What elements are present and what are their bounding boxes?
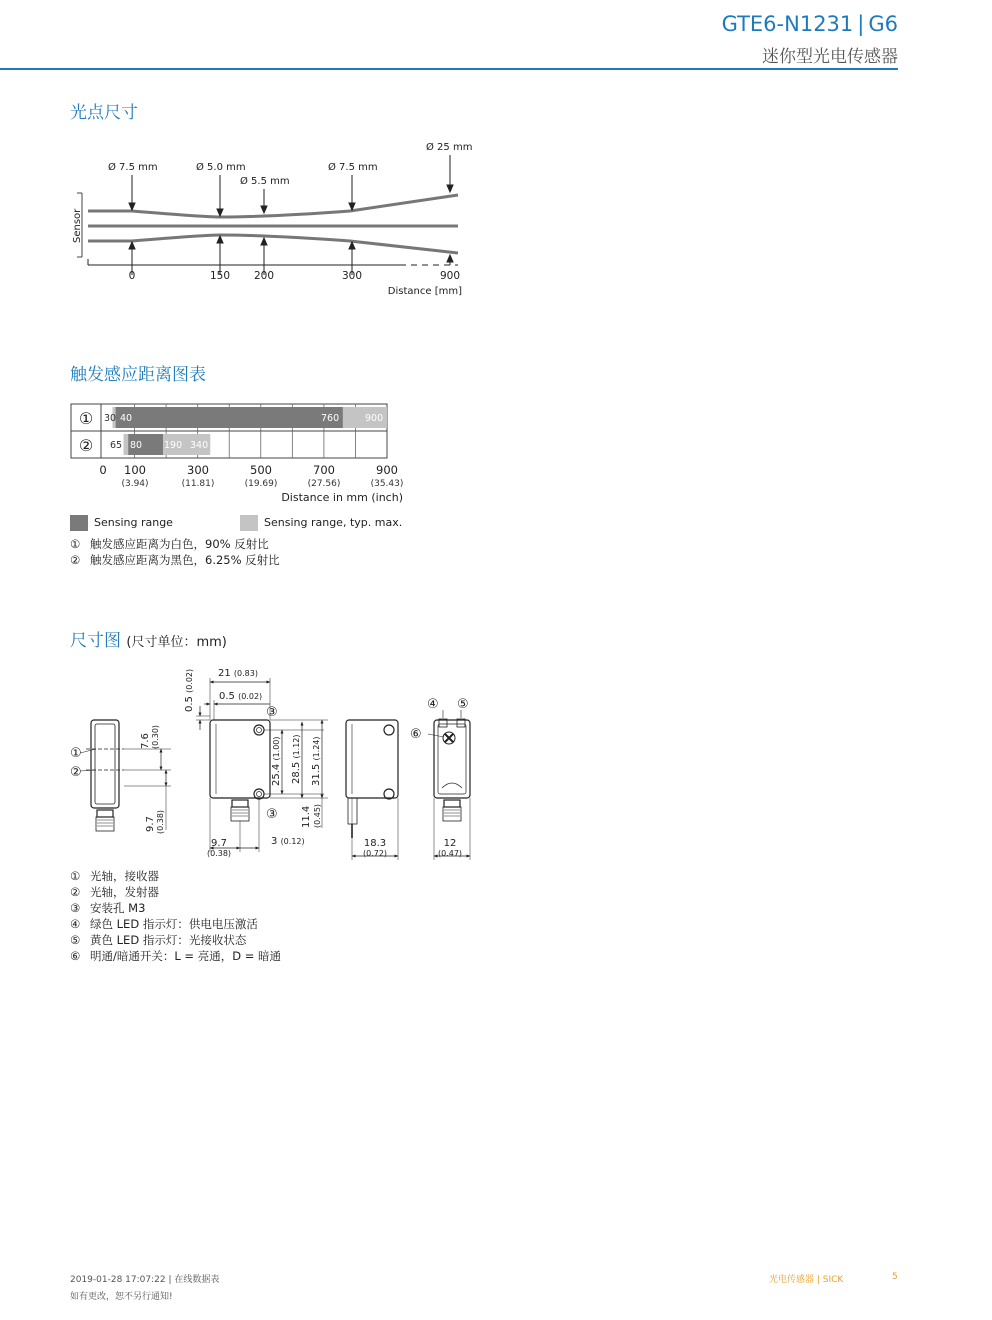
spot-size-chart	[60, 135, 480, 300]
mount-hole-top	[254, 725, 264, 735]
end-view-body	[434, 720, 470, 798]
x-tick-mm: 0	[99, 463, 107, 477]
end-view-connector-2	[443, 807, 461, 821]
x-tick-mm: 900	[376, 463, 398, 477]
tick-label: 150	[209, 270, 231, 282]
section-heading-dimensions	[70, 626, 227, 651]
diameter-label-300: Ø 7.5 mm	[328, 162, 378, 173]
dim-inch: (0.72)	[362, 849, 388, 858]
legend-label-sensing-range: Sensing range	[94, 516, 173, 529]
dim-label	[184, 669, 195, 712]
dim-value: 21	[218, 668, 231, 679]
mount-hole-bottom-inner	[257, 792, 262, 797]
x-tick-inch: (19.69)	[244, 479, 278, 489]
dim-value: 7.6	[140, 733, 151, 749]
note-text: 光轴，发射器	[90, 885, 159, 899]
title-separator: |	[857, 12, 865, 36]
bar-label: 40	[120, 413, 133, 424]
dim-inch: (1.24)	[312, 736, 321, 761]
cable-stub	[348, 798, 357, 824]
note-number: ②	[70, 553, 81, 567]
dim-label	[311, 736, 322, 786]
header-rule	[0, 68, 898, 70]
footer-disclaimer: 如有更改，恕不另行通知!	[70, 1292, 173, 1302]
dim-value: 9.7	[211, 838, 227, 849]
sensor-label: Sensor	[72, 208, 83, 243]
dim-inch: (0.02)	[238, 692, 263, 701]
diameter-label-150: Ø 5.0 mm	[196, 162, 246, 173]
dim-label	[301, 806, 312, 828]
x-tick-inch: (27.56)	[307, 479, 341, 489]
diameter-label-900: Ø 25 mm	[426, 142, 473, 153]
dimension-note-5	[70, 932, 246, 948]
connector-thread	[444, 810, 460, 816]
x-tick-inch: (35.43)	[370, 479, 404, 489]
rear-hole-top	[384, 725, 394, 735]
dim-inch: (0.45)	[313, 803, 322, 828]
marker-5: ⑤	[457, 697, 469, 712]
footer-timestamp: 2019-01-28 17:07:22 | 在线数据表	[70, 1275, 220, 1285]
legend-swatch-sensing-range	[70, 515, 88, 531]
connector-thread	[232, 810, 248, 816]
dim-value: 25.4	[271, 763, 282, 786]
dimension-drawing	[66, 660, 486, 865]
side-view-connector-2	[96, 817, 114, 831]
row-marker-2: ②	[78, 436, 94, 455]
note-text: 光轴，接收器	[90, 869, 159, 883]
row-marker-1: ①	[78, 409, 94, 428]
dim-value: 9.7	[145, 816, 156, 832]
dimensions-unit-note: (尺寸单位：mm)	[126, 635, 227, 650]
x-tick-inch: (11.81)	[181, 479, 215, 489]
dimension-note-3	[70, 900, 145, 916]
dim-inch: (0.38)	[206, 849, 232, 858]
document-subtitle: 迷你型光电传感器	[762, 47, 898, 67]
front-view-connector-1	[232, 800, 248, 807]
family-name: G6	[868, 12, 898, 36]
leader-6	[428, 734, 444, 737]
dimension-note-4	[70, 916, 258, 932]
bar-label: 340	[190, 440, 209, 451]
dim-inch: (0.47)	[437, 849, 463, 858]
note-number: ②	[70, 885, 81, 899]
end-view-notch	[442, 783, 462, 788]
note-text: 触发感应距离为白色，90% 反射比	[90, 537, 269, 551]
leader-1	[80, 749, 96, 753]
note-number: ①	[70, 537, 81, 551]
document-title	[722, 12, 898, 36]
dim-value: 28.5	[291, 761, 302, 784]
bar-label: 30	[104, 413, 117, 424]
note-number: ③	[70, 901, 81, 915]
bar-label: 80	[130, 440, 143, 451]
range-axis-label: Distance in mm (inch)	[281, 491, 403, 504]
dim-inch: (0.83)	[233, 669, 258, 678]
tick-label: 0	[128, 270, 136, 282]
dim-value: 11.4	[301, 805, 312, 828]
x-tick-inch: (3.94)	[121, 479, 149, 489]
x-tick-mm: 500	[250, 463, 272, 477]
note-text: 触发感应距离为黑色，6.25% 反射比	[90, 553, 280, 567]
bar-label: 65	[110, 440, 123, 451]
dim-value: 12	[443, 838, 457, 849]
dim-inch: (0.12)	[280, 837, 305, 846]
note-text: 黄色 LED 指示灯：光接收状态	[90, 933, 247, 947]
note-text: 安装孔 M3	[90, 901, 146, 915]
marker-3-bottom: ③	[266, 807, 278, 822]
dimension-note-2	[70, 884, 159, 900]
distance-axis-label: Distance [mm]	[387, 286, 462, 297]
dim-value: 18.3	[363, 838, 387, 849]
connector-thread	[97, 820, 113, 826]
x-tick-mm: 700	[313, 463, 335, 477]
bar-sensing-range-row-1	[116, 407, 343, 428]
dim-inch: (1.00)	[272, 736, 281, 761]
note-text: 绿色 LED 指示灯：供电电压激活	[90, 917, 258, 931]
section-heading-sensing-range: 触发感应距离图表	[70, 365, 206, 385]
rear-view-body	[346, 720, 398, 798]
dim-label	[271, 836, 305, 847]
dim-inch: (1.12)	[292, 734, 301, 759]
legend-label-typ-max: Sensing range, typ. max.	[264, 516, 403, 529]
dim-label	[145, 816, 156, 832]
bar-label: 900	[365, 413, 384, 424]
dimension-note-6	[70, 948, 281, 964]
dim-inch: (0.02)	[185, 668, 194, 693]
beam-upper-edge	[88, 195, 458, 217]
diameter-label-0: Ø 7.5 mm	[108, 162, 158, 173]
diameter-label-200: Ø 5.5 mm	[240, 176, 290, 187]
side-view-inner	[95, 724, 115, 804]
dim-label	[219, 691, 262, 702]
tick-label: 900	[439, 270, 461, 282]
footer-brand: 光电传感器 | SICK	[769, 1275, 844, 1285]
dim-label	[218, 668, 258, 679]
page-number: 5	[892, 1272, 898, 1282]
note-number: ⑤	[70, 933, 81, 947]
dimension-note-1	[70, 868, 159, 884]
note-number: ①	[70, 869, 81, 883]
dim-label	[140, 733, 151, 749]
dim-inch: (0.38)	[156, 809, 165, 834]
x-tick-mm: 100	[124, 463, 146, 477]
marker-6: ⑥	[410, 727, 422, 742]
beam-lower-edge	[88, 235, 458, 253]
bar-label: 760	[321, 413, 340, 424]
marker-3-top: ③	[266, 705, 278, 720]
dim-value: 3	[271, 836, 278, 847]
range-note-1	[70, 536, 269, 552]
note-number: ④	[70, 917, 81, 931]
marker-2: ②	[70, 765, 82, 780]
end-view-connector-1	[444, 800, 460, 807]
bar-label: 190	[164, 440, 183, 451]
dim-label	[271, 736, 282, 786]
side-view-connector-1	[97, 810, 113, 817]
note-text: 明通/暗通开关：L = 亮通，D = 暗通	[90, 949, 282, 963]
tick-label: 200	[253, 270, 275, 282]
dim-value: 0.5	[184, 696, 195, 712]
marker-4: ④	[427, 697, 439, 712]
marker-1: ①	[70, 746, 82, 761]
legend-swatch-typ-max	[240, 515, 258, 531]
dimensions-title: 尺寸图	[70, 631, 121, 651]
model-name: GTE6-N1231	[721, 12, 854, 36]
front-view-connector-2	[231, 807, 249, 821]
tick-label: 300	[341, 270, 363, 282]
x-tick-mm: 300	[187, 463, 209, 477]
mount-hole-top-inner	[257, 728, 262, 733]
dim-label	[291, 734, 302, 784]
dim-inch: (0.30)	[151, 724, 160, 749]
note-number: ⑥	[70, 949, 81, 963]
range-note-2	[70, 552, 280, 568]
section-heading-spot-size: 光点尺寸	[70, 103, 138, 123]
dim-value: 31.5	[311, 763, 322, 786]
dim-value: 0.5	[219, 691, 235, 702]
switch-slot	[445, 734, 453, 742]
sensing-range-chart	[68, 402, 413, 506]
